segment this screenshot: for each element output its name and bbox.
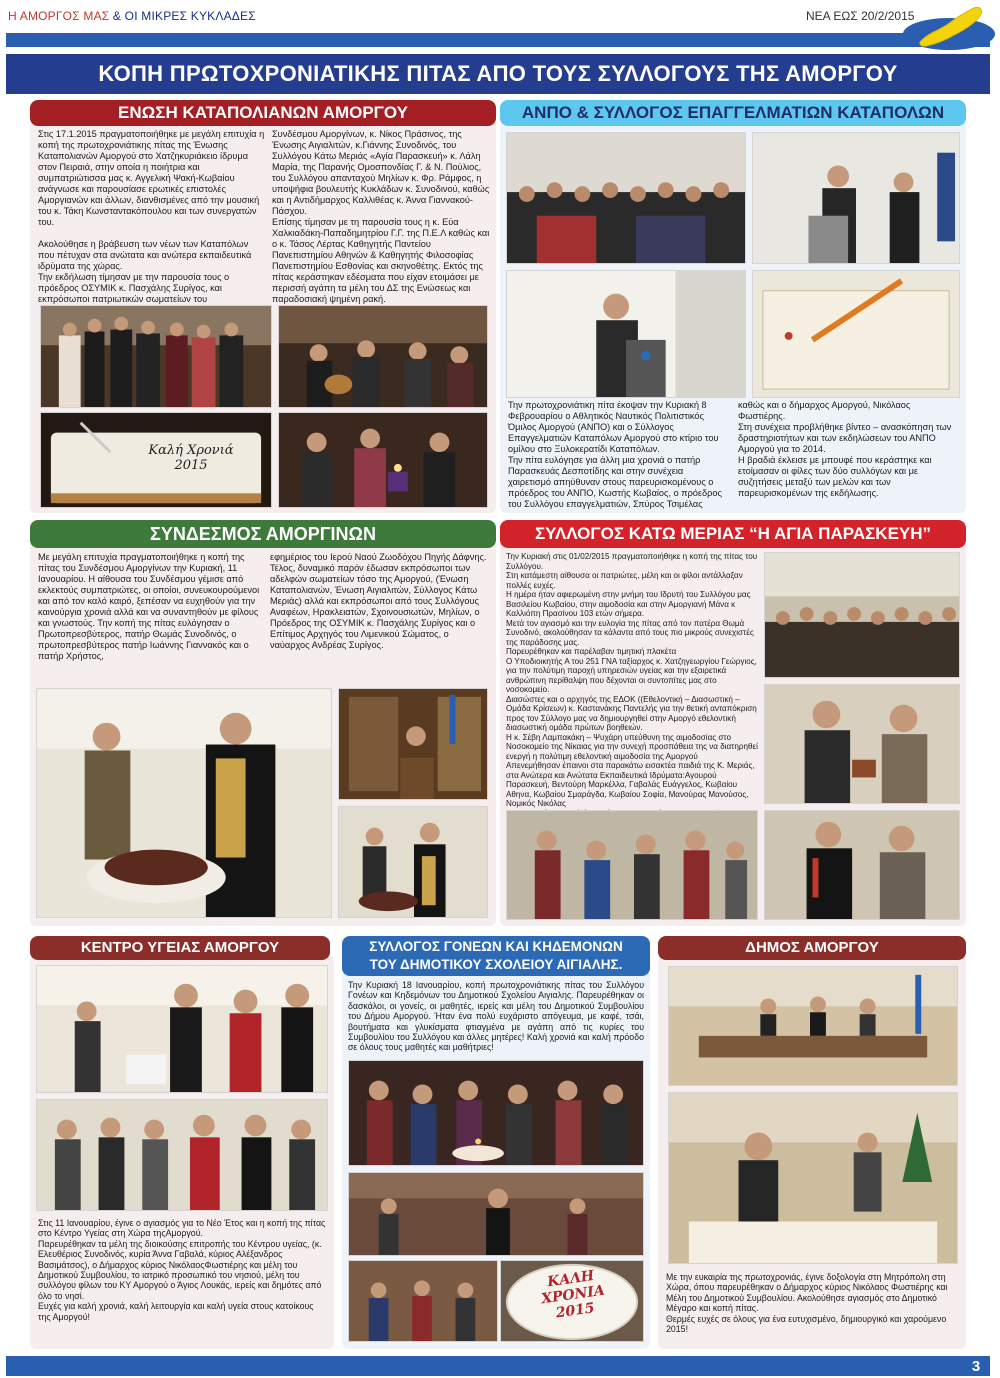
publication-name: Η ΑΜΟΡΓΟΣ ΜΑΣ & ΟΙ ΜΙΚΡΕΣ ΚΥΚΛΑΔΕΣ <box>8 9 256 23</box>
photo-audience <box>506 132 746 264</box>
photo-mayor-cutting <box>668 1092 958 1264</box>
paragraph: Την πίτα ευλόγησε για άλλη μια χρονιά ο πατήρ Παρασκευάς Δεσποτίδης και στην συνέχεια χαιρετισμό απηύθυναν στους παρευρισκομένους ο πρόεδρος του ΑΝΠΟ, Κωστής Κωβαίος, ο πρόεδρος του Συλλόγου επαγγελματιών, Σπύρος Τσιμέλας <box>508 455 722 509</box>
photo-children-table <box>348 1260 498 1342</box>
photo-group-priests <box>36 1099 328 1211</box>
title-line: ΤΟΥ ΔΗΜΟΤΙΚΟΥ ΣΧΟΛΕΙΟΥ ΑΙΓΙΑΛΗΣ. <box>369 957 623 972</box>
header-rule <box>6 33 990 47</box>
photo-council-hall <box>668 966 958 1086</box>
article-title: ΔΗΜΟΣ ΑΜΟΡΓΟΥ <box>658 936 966 960</box>
photo-speaker <box>506 270 746 398</box>
photo-children-carols <box>506 810 758 920</box>
article-column <box>38 1218 328 1322</box>
paragraph: εφημέριος του Ιερού Ναού Ζωοδόχου Πηγής Δάφνης. Τέλος, δυναμικό παρόν έδωσαν εκπρόσωποι των αδελφών σωματείων τόσο της Αμοργού, (Ένωση Καταπολιανών, Ένωση Αιγιαλιτών, Σύλλογος Κάτω Μεριάς) αλλά και εκπρόσωποι από τους Συλλόγους Αναφέων, Ηρακλειατών, Σχοινουσιωτών, Μηλίων, ο Πρόεδρος της ΟΣΥΜΙΚ κ. Πασχάλης Συρίγος και ο Επίτιμος Αρχηγός του Λιμενικού Σώματος, ο ναύαρχος Ανδρέας Συρίγος. <box>270 552 487 650</box>
paragraph: Ακολούθησε η βράβευση των νέων των Καταπόλων που πέτυχαν στα ανώτατα και ανώτερα εκπαιδευτικά ιδρύματα της χώρας. <box>38 239 252 271</box>
paragraph: Συνδέσμου Αμοργίνων, κ. Νίκος Πράσινος, της Ένωσης Αιγιαλιτών, κ.Γιάννης Συνοδινός, του Συλλόγου Κάτω Μεριάς «Αγία Παρασκευή» κ. Λάλη Μαρία, της Παρανής Ομοσπονδίας Γ. & Ν. Πούλιος, του Συλλόγου απανταχού Μηλίων κ. Φρ. Ράμφος, η υποψήφια βουλευτής Κυκλάδων κ. Συνοδινού, καθώς και η Αντιδήμαρχος Καλλιθέας κ. Άννα Γιαννακού-Πάσχου. <box>272 129 490 216</box>
photo-hall-crowd <box>764 552 960 678</box>
paragraph: Θερμές ευχές σε όλους για ένα ευτυχισμένο, δημιουργικό και χαρούμενο 2015! <box>666 1313 947 1335</box>
photo-priest-cutting <box>36 688 332 918</box>
article-column <box>270 552 490 651</box>
photo-speaker-podium <box>752 132 960 264</box>
photo-candles <box>278 412 488 508</box>
cake-writing: ΚΑΛΗ ΧΡΟΝΙΑ 2015 <box>540 1267 606 1322</box>
article-title: ΣΥΝΔΕΣΜΟΣ ΑΜΟΡΓΙΝΩΝ <box>30 520 496 548</box>
article-column <box>272 129 490 305</box>
issue-date: ΝΕΑ ΕΩΣ 20/2/2015 <box>806 9 915 23</box>
paragraph: Με την ευκαιρία της πρωτοχρονιάς, έγινε δοξολογία στη Μητρόπολη στη Χώρα, όπου παρευρέθηκαν ο Δήμαρχος κύριος Νικόλαος Φωστιέρης και Μέλη του Δημοτικού Συμβουλίου. Ακολούθησε αγιασμός στο Δημοτικό Μέγαρο και κοπή πίτας. <box>666 1272 948 1314</box>
article-title: ΑΝΠΟ & ΣΥΛΛΟΓΟΣ ΕΠΑΓΓΕΛΜΑΤΙΩΝ ΚΑΤΑΠΟΛΩΝ <box>500 100 966 126</box>
article-column <box>666 1272 960 1334</box>
paragraph: καθώς και ο δήμαρχος Αμοργού, Νικόλαος Φωστιέρης. <box>738 400 911 421</box>
paragraph: Η ημέρα ήταν αφιερωμένη στην μνήμη του Ιδρυτή του Συλλόγου μας Βασιλείου Κωβαίου, στην αιμοδοσία και στην Αμοργιανή Μάνα κ Καλλιόπη Πρασίνου 103 ετών σήμερα. <box>506 590 751 618</box>
article-column <box>38 552 264 662</box>
photo-party-room <box>348 1172 644 1256</box>
photo-blessing-ceremony <box>36 965 328 1093</box>
paragraph: Ευχές για καλή χρονιά, καλή λειτουργία και καλή υγεία στους κατοίκους της Αμοργού! <box>38 1301 314 1322</box>
cake-writing: Καλή Χρονιά 2015 <box>148 443 234 473</box>
paragraph: Στις 11 Ιανουαρίου, έγινε ο αγιασμός για το Νέο Έτος και η κοπή της πίτας στο Κέντρο Υγείας στη Χώρα τηςΑμοργού. <box>38 1218 326 1239</box>
photo-musicians <box>278 305 488 408</box>
article-title: ΕΝΩΣΗ ΚΑΤΑΠΟΛΙΑΝΩΝ ΑΜΟΡΓΟΥ <box>30 100 496 126</box>
photo-officer-award <box>764 810 960 920</box>
article-title: ΣΥΛΛΟΓΟΣ ΚΑΤΩ ΜΕΡΙΑΣ “Η ΑΓΙΑ ΠΑΡΑΣΚΕΥΗ” <box>500 520 966 548</box>
paragraph: Μετά τον αγιασμό και την ευλογία της πίτας από τον πατέρα Θωμά Συνοδινό, ακολούθησαν τα κάλαντα από τους πιο μικρούς συνεχιστές της παράδοσης μας. <box>506 618 754 647</box>
island-logo <box>900 2 998 54</box>
article-column <box>506 552 758 818</box>
paragraph: Την πρωτοχρονιάτικη πίτα έκοψαν την Κυριακή 8 Φεβρουαρίου ο Αθλητικός Ναυτικός Πολιτιστικός Όμιλος Αμοργού (ΑΝΠΟ) και ο Σύλλογος Επαγγελματιών Καταπόλων Αμοργού στο κτίριο του ομίλου στο Ξυλοκερατίδι Καταπόλων. <box>508 400 719 454</box>
photo-cake-blessing <box>338 806 488 918</box>
paragraph: Στη κατάμεστη αίθουσα οι πατριώτες, μέλη και οι φίλοι αντάλλαξαν πολλές ευχές. <box>506 571 743 590</box>
footer-bar <box>6 1356 990 1376</box>
photo-podium-speaker <box>338 688 488 800</box>
article-column <box>348 980 644 1053</box>
paragraph: Την Κυριακή στις 01/02/2015 πραγματοποιήθηκε η κοπή της πίτας του Συλλόγου. <box>506 552 758 571</box>
paragraph: Διασώστες και ο αρχηγός της ΕΔΟΚ ((Εθελοντική – Διασωστική – Ομάδα Κρίσεων) κ. Καστανάκης Παντελής για την θετική ανταπόκριση προς τον Σύλλογο μας να δημιουργηθεί στην Αμοργό εθελοντική διασωστική ομάδα πρώτων βοηθειών. <box>506 694 757 732</box>
photo-cake-2015 <box>500 1260 644 1342</box>
paragraph: Στη συνέχεια προβλήθηκε βίντεο – ανασκόπηση των δραστηριοτήτων και των εκδηλώσεων του ΑΝΠΟ Αμοργού για το 2014. <box>738 422 952 454</box>
paragraph: Επίσης τίμησαν με τη παρουσία τους η κ. Εύα Χαλκιαδάκη-Παπαδημητρίου Γ.Γ. της Π.Ε.Λ καθώς και ο κ. Τάσος Λέρτας Καθηγητής Παντείου Πανεπιστημίου Αθηνών & Καθηγητής Φιλοσοφίας Πανεπιστημίου Εσθονίας και σκηνοθέτης. Εκτός της πίτας κεράστηκαν εδέσματα που είχαν ετοιμάσει με περισσή αγάπη τα μέλη του ΔΣ της Ενώσεως και παραδοσιακή ψημένη ρακή. <box>272 217 490 304</box>
page-banner: ΚΟΠΗ ΠΡΩΤΟΧΡΟΝΙΑΤΙΚΗΣ ΠΙΤΑΣ ΑΠΟ ΤΟΥΣ ΣΥΛΛΟΓΟΥΣ ΤΗΣ ΑΜΟΡΓΟΥ <box>6 54 990 94</box>
photo-plaque-award <box>764 684 960 804</box>
page-number: 3 <box>971 1358 981 1375</box>
photo-pie-cake <box>40 412 272 508</box>
paragraph: Με μεγάλη επιτυχία πραγματοποιήθηκε η κοπή της πίτας του Συνδέσμου Αμοργίνων την Κυριακή, 11 Ιανουαρίου. Η αίθουσα του Συνδέσμου γέμισε από εκλεκτούς συμπατριώτες, οι οποίοι, συνευκουρούμενοι και από τον καλό καιρό, ξεπέσαν να ευχηθούν για την καινούργια χρονιά αλλά και να συναντηθούν με φίλους και γνωστούς. Την κοπή της πίτας ευλόγησαν ο Πρωτοπρεσβύτερος, πατήρ Θωμάς Συνοδινός, ο πρωτοπρεσβύτερος πατήρ Ιωάννης Γιαννακός και ο πατήρ Χρήστος, <box>38 552 260 661</box>
article-column <box>38 129 266 305</box>
paragraph: Παρευρέθηκαν και παρέλαβαν τιμητική πλακέτα <box>506 647 677 656</box>
article-column <box>738 400 960 499</box>
paragraph: Την Κυριακή 18 Ιανουαρίου, κοπή πρωτοχρονιάτικης πίτας του Συλλόγου Γονέων και Κηδεμόνων του Δημοτικού Σχολείου Αιγιαλης. Παρευρέθηκαν οι δασκάλοι, οι γονείς, οι μαθητές, ιερείς και μέλη του Δημοτικού Συμβουλίου του Δήμου Αμοργού. Ήταν ένα πολύ ευχάριστο απόγευμα, με καφέ, τσάι, βουτήματα και γλυκίσματα φτιαγμένα με αγάπη από τις κυρίες του Συμβουλίου του Συλλόγου και άλλες μητέρες! Καλή χρονιά και καλή πρόοδο σε όλους τους μαθητές και μαθήτριες! <box>348 980 644 1053</box>
article-column <box>508 400 728 510</box>
article-title <box>342 936 650 976</box>
paragraph: Η κ. Σέβη Λαμπακάκη – Ψυχάρη υπεύθυνη της αιμοδοσίας στο Νοσοκομείο της Νίκαιας για την συνεχή προσπάθεια της να διατηρηθεί ενεργή η πολύτιμη εθελοντική αιμοδοσία της Αμοργού <box>506 732 758 761</box>
paragraph: Ο Υποδιοικητής Α του 251 ΓΝΑ ταξίαρχος κ. Χατζηγεωργίου Γεώργιος, για την πολύτιμη παροχή υπηρεσιών υγείας και την εξαιρετικά ανθρώπινη περίθαλψη που δέχονται οι συντοπίτες μας στο νοσοκομείο. <box>506 656 757 694</box>
paragraph: Η βραδιά έκλεισε με μπουφέ που κεράστηκε και ετοίμασαν οι φίλες των δύο συλλόγων και με συζητήσεις μεταξύ των μελών και των παρευρισκομένων της εκδήλωσης. <box>738 455 932 498</box>
photo-group-award <box>40 305 272 408</box>
title-line: ΣΥΛΛΟΓΟΣ ΓΟΝΕΩΝ ΚΑΙ ΚΗΔΕΜΟΝΩΝ <box>369 939 623 954</box>
paragraph: Απενεμήθησαν έπαινοι στα παρακάτω εισακτέα παιδιά της Κ. Μεριάς, στα Ανώτερα και Ανώτατα Εκπαιδευτικά Ιδρύματα:Αγουρού Παρασκευή, Βεντούρη Μαρκέλλα, Γαβαλάς Ευάγγελος, Κωβαίου Αθηνα, Κωβαίου Σμαράγδα, Κωβαίου Σοφία, Μανούρας Μανούσος, Νομικός Νικόλας <box>506 761 755 808</box>
photo-pie-cutting <box>752 270 960 398</box>
paragraph: Την εκδήλωση τίμησαν με την παρουσία τους ο πρόεδρος ΟΣΥΜΙΚ κ. Πασχάλης Συρίγος, και εκπρόσωποι πατριωτικών σωματείων του <box>38 272 230 304</box>
article-title: ΚΕΝΤΡΟ ΥΓΕΙΑΣ ΑΜΟΡΓΟΥ <box>30 936 330 960</box>
paragraph: Στις 17.1.2015 πραγματοποιήθηκε με μεγάλη επιτυχία η κοπή της πρωτοχρονιάτικης πίτας της Ένωσης Καταπολιανών Αμοργού στο Χατζηκυριάκειο ίδρυμα στον Πειραιά, στην οποία η ποιήτρια και συμπατριώτισσα μας κ. Αγγελική Ψακή-Κωβαίου ανάγνωσε και παρουσίασε ερωτικές επιστολές Αμοργιανών και άλλων, διανθισμένες από την μουσική του κ. Τάκη Κωνσταντακόπουλου και των συνεργατών του. <box>38 129 265 227</box>
paragraph: Παρευρέθηκαν τα μέλη της διοικούσης επιτροπής του Κέντρου υγείας, (κ. Ελευθέριος Συνοδινός, κυρία Άννα Γαβαλά, κύριος Αλέξανδρος Βασιμάτσος), ο Δήμαρχος κύριος ΝικόλαοςΦωστιέρης και μέλη του Δημοτικού Συμβουλίου, το ιατρικό προσωπικό του νησιού, μέλη του συλλόγου φίλων του ΚΥ Αμοργού ο Άγιος Λουκάς, ιερείς και δημότες από όλο το νησί. <box>38 1238 322 1301</box>
photo-children-candles <box>348 1060 644 1166</box>
